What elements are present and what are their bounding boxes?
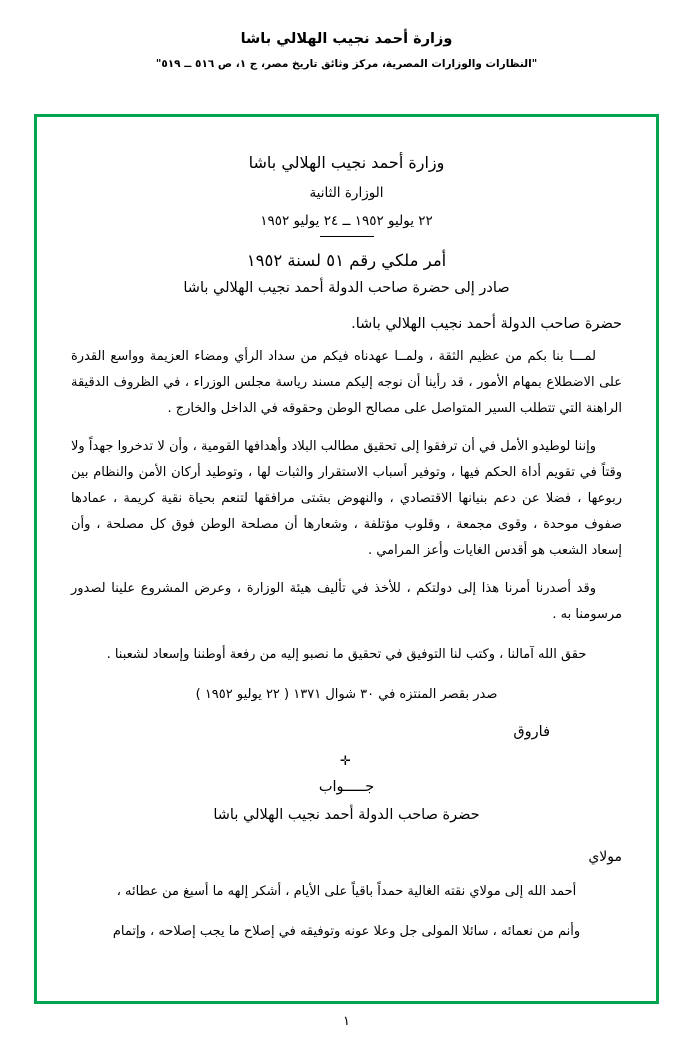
document-dates: ٢٢ يوليو ١٩٥٢ ــ ٢٤ يوليو ١٩٥٢ xyxy=(260,213,433,229)
decree-recipient-line: صادر إلى حضرة صاحب الدولة أحمد نجيب الهلالي باشا xyxy=(183,280,510,296)
page-number: ١ xyxy=(343,1014,350,1029)
divider-rule xyxy=(320,236,374,237)
ornament-separator: ✛ xyxy=(340,754,353,769)
reply-paragraph-2: وأنم من نعمائه ، سائلا المولى جل وعلا عونه وتوفيقه في إصلاح ما يجب إصلاحه ، وإتمام xyxy=(112,924,581,940)
decree-number: أمر ملكي رقم ٥١ لسنة ١٩٥٢ xyxy=(246,251,447,270)
signature-farouk: فاروق xyxy=(513,724,550,740)
document-body xyxy=(37,117,656,1001)
reply-title: جـــــواب xyxy=(318,779,375,796)
document-title: وزارة أحمد نجيب الهلالي باشا xyxy=(248,153,445,172)
paragraph-2: وإننا لوطيدو الأمل في أن ترفقوا إلى تحقيق مطالب البلاد وأهدافها القومية ، وأن لا تدخروا جهداً ولا وقتاً في تقويم أداة الحكم فيها ، وتوفير أسباب الاستقرار والثبات لها ، وتوطيد أركان الأمن والنظام بين ربوعها ، فضلا عن دعم بنيانها الاقتصادي ، والنهوض بشتى مرافقها لتنعم بحياة نقية كريمة ، عمادها صفوف موحدة ، وقوى مجمعة ، وقلوب مؤتلفة ، وشعارها أن مصلحة الوطن فوق كل مصلحة ، وأن إسعاد الشعب هو أقدس الغايات وأعز المرامي . xyxy=(71,439,622,558)
reply-paragraph-1: أحمد الله إلى مولاي نقته الغالية حمداً باقياً على الأيام ، أشكر إلهه ما أسبغ من عطائه ، xyxy=(116,884,577,900)
document-frame xyxy=(34,114,659,1004)
header-title: وزارة أحمد نجيب الهلالي باشا xyxy=(240,31,453,47)
reply-salutation: مولاي xyxy=(588,849,622,866)
document-subtitle: الوزارة الثانية xyxy=(309,185,384,201)
paragraph-4: حقق الله آمالنا ، وكتب لنا التوفيق في تحقيق ما نصبو إليه من رفعة أوطننا وإسعاد لشعبنا . xyxy=(106,647,587,662)
header-source-citation: "النظارات والوزارات المصرية، مركز وثائق تاريخ مصر، ج ١، ص ٥١٦ ــ ٥١٩" xyxy=(155,57,538,70)
page-header xyxy=(0,0,693,71)
paragraph-3: وقد أصدرنا أمرنا هذا إلى دولتكم ، للأخذ في تأليف هيئة الوزارة ، وعرض المشروع علينا لصدور مرسومنا به . xyxy=(71,581,622,622)
issued-at-line: صدر بقصر المنتزه في ٣٠ شوال ١٣٧١ ( ٢٢ يوليو ١٩٥٢ ) xyxy=(195,687,498,702)
addressee-line: حضرة صاحب الدولة أحمد نجيب الهلالي باشا. xyxy=(351,316,622,332)
reply-recipient-line: حضرة صاحب الدولة أحمد نجيب الهلالي باشا xyxy=(213,807,480,824)
paragraph-1: لمـــا بنا بكم من عظيم الثقة ، ولمــا عهدناه فيكم من سداد الرأي ومضاء العزيمة وواسع القدرة على الاضطلاع بمهام الأمور ، قد رأينا أن نوجه إليكم مسند رياسة مجلس الوزراء ، في الظروف الدقيقة الراهنة التي تتطلب السير المتواصل على مصالح الوطن وحقوقه في الداخل والخارج . xyxy=(71,349,622,416)
